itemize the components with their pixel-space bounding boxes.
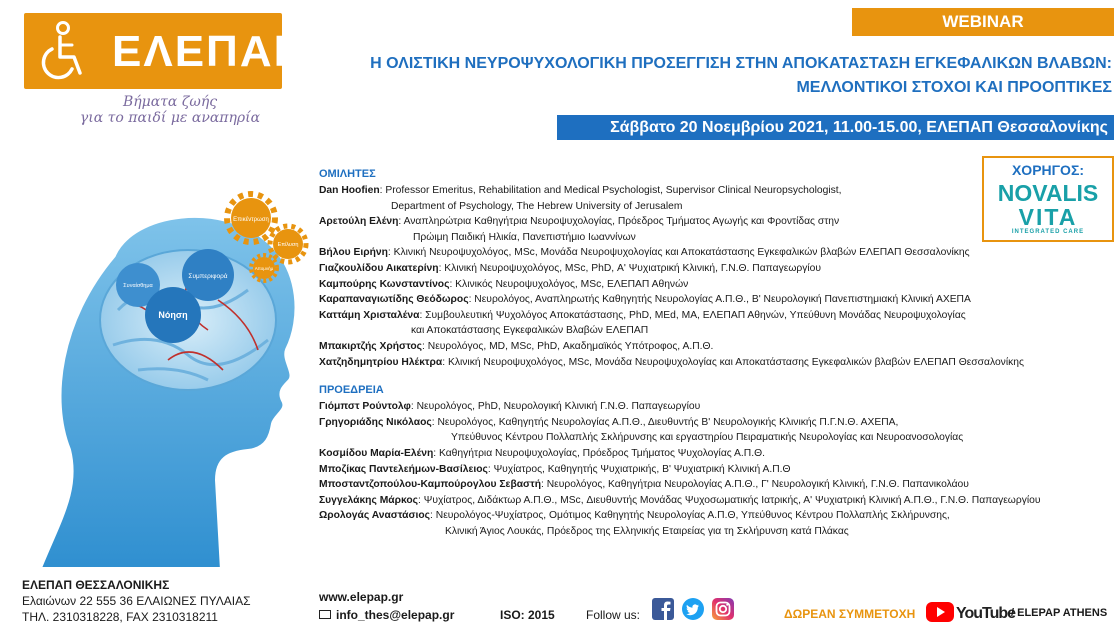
sponsor-sub: INTEGRATED CARE (1011, 229, 1085, 235)
event-date-bar: Σάββατο 20 Νοεμβρίου 2021, 11.00-15.00, ΕΛΕΠΑΠ Θεσσαλονίκης (557, 115, 1114, 140)
webinar-badge: WEBINAR (852, 8, 1114, 36)
person-description: : Νευρολόγος, Καθηγητής Νευρολογίας Α.Π.Θ., Διευθυντής Β' Νευρολογικής Κλινικής Π.Γ.Ν.Θ. ΑΧΕΠΑ, (431, 416, 899, 428)
person-description-continued: Κλινική Άγιος Λουκάς, Πρόεδρος της Ελληνικής Εταιρείας για τη Σκλήρυνση κατά Πλάκας (445, 525, 849, 537)
email-text: info_thes@elepap.gr (336, 608, 455, 622)
gear-memory-label: Απομνήμ (254, 266, 274, 271)
person-description: : Κλινικός Νευροψυχολόγος, MSc, ΕΛΕΠΑΠ Αθηνών (449, 278, 689, 290)
person-description: : Νευρολόγος, Καθηγήτρια Νευρολογίας Α.Π.Θ., Γ' Νευρολογική Κλινική, Γ.Ν.Θ. Παπανικολάου (541, 479, 969, 491)
youtube-wordmark: YouTube (956, 605, 1016, 622)
mail-icon (319, 610, 331, 619)
speakers-heading: ΟΜΙΛΗΤΕΣ (319, 168, 376, 180)
list-item (319, 446, 1119, 462)
list-item (319, 477, 1119, 493)
list-item (319, 245, 1119, 261)
list-item (319, 183, 1119, 199)
lobe-emotion-label: Συναίσθημα (123, 283, 153, 289)
person-description: : Ψυχίατρος, Καθηγητής Ψυχιατρικής, Β' Ψυχιατρική Κλινική Α.Π.Θ (487, 463, 791, 475)
youtube-logo[interactable] (926, 600, 1016, 624)
person-name: Γιόμπστ Ρούντολφ (319, 401, 411, 413)
list-item (319, 493, 1119, 509)
logo-tagline (40, 94, 300, 126)
person-name: Καμπούρης Κωνσταντίνος (319, 278, 450, 290)
person-name: Καραπαναγιωτίδης Θεόδωρος (319, 294, 469, 306)
tagline-line-1: Βήματα ζωής (122, 94, 218, 110)
person-name: Καττάμη Χρισταλένα (319, 309, 420, 321)
free-participation: ΔΩΡΕΑΝ ΣΥΜΜΕΤΟΧΗ (784, 607, 916, 621)
org-address: Ελαιώνων 22 555 36 ΕΛΑΙΩΝΕΣ ΠΥΛΑΙΑΣ (22, 594, 251, 608)
org-name: ΕΛΕΠΑΠ ΘΕΣΣΑΛΟΝΙΚΗΣ (22, 578, 170, 592)
facebook-icon[interactable] (652, 598, 674, 620)
list-item (319, 277, 1119, 293)
person-name: Μποσταντζοπούλου-Καμπούρογλου Σεβαστή (319, 479, 541, 491)
person-description: : Νευρολόγος, MD, MSc, PhD, Ακαδημαϊκός Υπότροφος, Α.Π.Θ. (422, 340, 714, 352)
organization-info (22, 577, 251, 625)
person-name: Μπακιρτζής Χρήστος (319, 340, 423, 352)
logo-name: ΕΛΕΠΑΠ (112, 27, 308, 76)
instagram-icon[interactable] (712, 598, 734, 620)
person-description: : Κλινική Νευροψυχολόγος, MSc, PhD, Α' Ψυχιατρική Κλινική, Γ.Ν.Θ. Παπαγεωργίου (438, 262, 822, 274)
person-name: Γρηγοριάδης Νικόλαος (319, 416, 432, 428)
title-line-1: Η ΟΛΙΣΤΙΚΗ ΝΕΥΡΟΨΥΧΟΛΟΓΙΚΗ ΠΡΟΣΕΓΓΙΣΗ ΣΤΗΝ ΑΠΟΚΑΤΑΣΤΑΣΗ ΕΓΚΕΦΑΛΙΚΩΝ ΒΛΑΒΩΝ: (370, 55, 1112, 72)
gear-focus-label: Επικέντρωση (233, 217, 269, 223)
email-link[interactable] (319, 608, 454, 622)
youtube-channel[interactable]: / ELEPAP ATHENS (1011, 607, 1108, 619)
chairs-list (319, 399, 1119, 539)
person-name: Αρετούλη Ελένη (319, 216, 399, 228)
person-description-continued: Πρώιμη Παιδική Ηλικία, Πανεπιστήμιο Ιωαννίνων (413, 231, 636, 243)
list-item (319, 508, 1119, 524)
lobe-cognition-label: Νόηση (158, 310, 188, 320)
list-item (319, 399, 1119, 415)
person-description: : Κλινική Νευροψυχολόγος, MSc, Μονάδα Νευροψυχολογίας και Αποκατάστασης Εγκεφαλικών βλαβών ΕΛΕΠΑΠ Θεσσαλονίκης (442, 356, 1024, 368)
person-name: Βήλου Ειρήνη (319, 247, 388, 259)
logo-block (24, 13, 308, 89)
list-item (319, 292, 1119, 308)
person-description: : Κλινική Νευροψυχολόγος, MSc, Μονάδα Νευροψυχολογίας και Αποκατάστασης Εγκεφαλικών βλαβών ΕΛΕΠΑΠ Θεσσαλονίκης (387, 247, 970, 259)
follow-us-label: Follow us: (586, 608, 641, 622)
list-item (319, 415, 1119, 431)
person-description: : Νευρολόγος, Αναπληρωτής Καθηγητής Νευρολογίας Α.Π.Θ., Β' Νευρολογική Πανεπιστημιακή Κλινική ΑΧΕΠΑ (468, 294, 971, 306)
website-link[interactable]: www.elepap.gr (319, 590, 404, 604)
title-line-2: ΜΕΛΛΟΝΤΙΚΟΙ ΣΤΟΧΟΙ ΚΑΙ ΠΡΟΟΠΤΙΚΕΣ (796, 79, 1112, 96)
person-description-continued: Υπεύθυνος Κέντρου Πολλαπλής Σκλήρυνσης και εργαστηρίου Πειραματικής Νευρολογίας και Νευροανοσολογίας (451, 432, 964, 444)
person-description-continued: και Αποκατάστασης Εγκεφαλικών Βλαβών ΕΛΕΠΑΠ (411, 325, 649, 337)
list-item (319, 308, 1119, 324)
person-description: : Νευρολόγος-Ψυχίατρος, Ομότιμος Καθηγητής Νευρολογίας Α.Π.Θ, Υπεύθυνος Κέντρου Πολλαπλής Σκλήρυνσης, (430, 510, 950, 522)
head-brain-illustration (18, 160, 318, 570)
sponsor-label: ΧΟΡΗΓΟΣ: (1011, 162, 1085, 178)
page-title (300, 52, 1112, 100)
org-phone: ΤΗΛ. 2310318228, FAX 2310318211 (22, 610, 218, 624)
sponsor-name-2: VITA (1018, 204, 1078, 230)
list-item (319, 355, 1119, 371)
person-description: : Professor Emeritus, Rehabilitation and Medical Psychologist, Supervisor Clinical Neuropsychologist, (379, 185, 842, 196)
twitter-icon[interactable] (682, 598, 704, 620)
person-name: Κοσμίδου Μαρία-Ελένη (319, 447, 434, 459)
list-item (319, 261, 1119, 277)
person-name: Χατζηδημητρίου Ηλέκτρα (319, 356, 443, 368)
lobe-behavior-label: Συμπεριφορά (188, 273, 228, 280)
list-item (319, 214, 1119, 230)
person-description: : Καθηγήτρια Νευροψυχολογίας, Πρόεδρος Τμήματος Ψυχολογίας Α.Π.Θ. (433, 447, 765, 459)
sponsor-name-1: NOVALIS (997, 180, 1099, 206)
person-name: Dan Hoofien (319, 185, 380, 196)
person-description: : Αναπληρώτρια Καθηγήτρια Νευροψυχολογίας, Πρόεδρος Τμήματος Αγωγής και Φροντίδας στην (398, 216, 840, 228)
program-content (319, 166, 1119, 539)
person-name: Μποζίκας Παντελεήμων-Βασίλειος (319, 463, 488, 475)
person-description-continued: Department of Psychology, The Hebrew University of Jerusalem (391, 200, 683, 212)
person-description: : Νευρολόγος, PhD, Νευρολογική Κλινική Γ.Ν.Θ. Παπαγεωργίου (410, 401, 701, 413)
list-item (319, 339, 1119, 355)
person-description: : Ψυχίατρος, Διδάκτωρ Α.Π.Θ., MSc, Διευθυντής Μονάδας Ψυχοσωματικής Ιατρικής, Α' Ψυχιατρική Κλινική Α.Π.Θ., Γ.Ν.Θ. Παπαγεωργίου (418, 494, 1041, 506)
iso-label: ISO: 2015 (500, 608, 555, 622)
wheelchair-icon (30, 19, 90, 83)
gear-solve-label: Επίλυση (277, 242, 299, 248)
person-name: Συγγελάκης Μάρκος (319, 494, 419, 506)
list-item (319, 462, 1119, 478)
speakers-list (319, 183, 1119, 370)
tagline-line-2: για το παιδί με αναπηρία (79, 110, 261, 126)
person-name: Ωρολογάς Αναστάσιος (319, 510, 431, 522)
person-name: Γιαζκουλίδου Αικατερίνη (319, 262, 439, 274)
person-description: : Συμβουλευτική Ψυχολόγος Αποκατάστασης, PhD, MEd, MA, ΕΛΕΠΑΠ Αθηνών, Υπεύθυνη Μονάδας Νευροψυχολογίας (419, 309, 966, 321)
chairs-heading: ΠΡΟΕΔΡΕΙΑ (319, 384, 384, 397)
